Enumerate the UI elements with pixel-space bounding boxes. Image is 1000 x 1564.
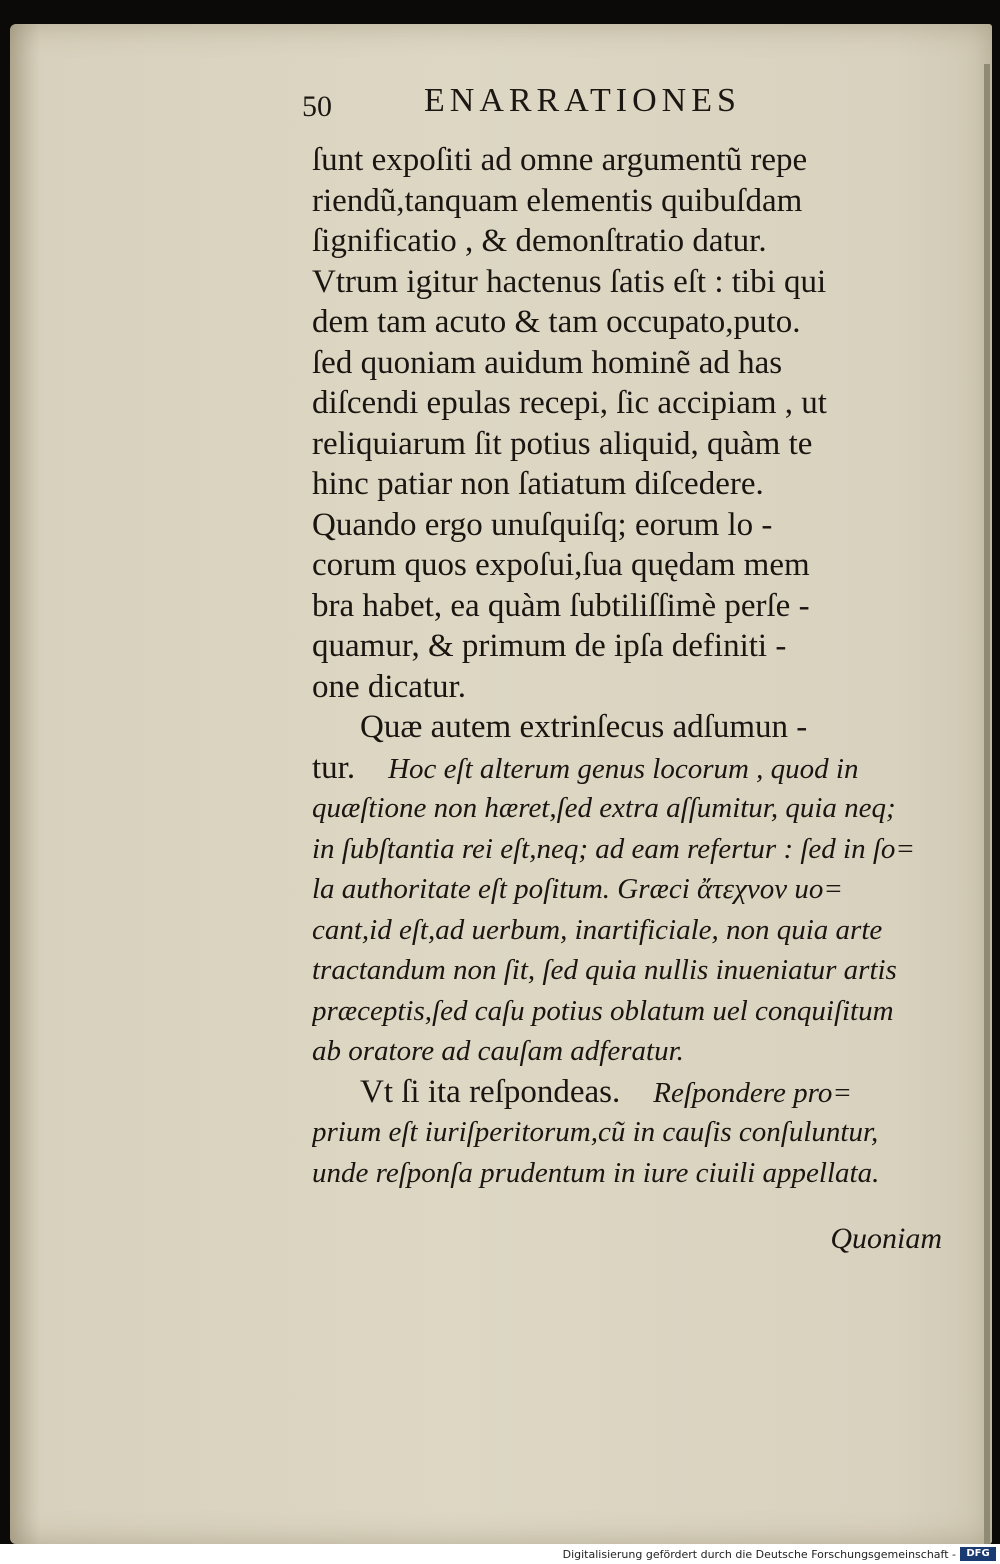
text-line: ſunt expoſiti ad omne argumentũ repe <box>312 142 808 178</box>
running-head: ENARRATIONES <box>424 82 741 119</box>
catchword: Quoniam <box>830 1222 942 1255</box>
commentary-line: prium eſt iuriſperitorum,cũ in cauſis conſuluntur, <box>312 1116 879 1148</box>
text-line: one dicatur. <box>312 668 466 705</box>
lemma-text: Vt ſi ita reſpondeas. <box>360 1073 621 1110</box>
commentary-line: cant,id eſt,ad uerbum, inartificiale, non quia arte <box>312 913 883 946</box>
main-text <box>312 140 942 1193</box>
text-line: ſed quoniam auidum hominẽ ad has <box>312 344 783 381</box>
lemma-end: tur. <box>312 749 356 786</box>
commentary-text: Hoc eſt alterum genus locorum , quod in <box>388 752 859 785</box>
text-line: riendũ,tanquam elementis quibuſdam <box>312 182 803 219</box>
commentary-line: tractandum non ſit, ſed quia nullis inueniatur artis <box>312 954 897 986</box>
text-line: Quando ergo unuſquiſq; eorum lo - <box>312 506 773 543</box>
text-line: hinc patiar non ſatiatum diſcedere. <box>312 466 764 502</box>
commentary-line: præceptis,ſed caſu potius oblatum uel conquiſitum <box>312 994 894 1027</box>
text-line: ſignificatio , & demonſtratio datur. <box>312 223 767 259</box>
text-line: dem tam acuto & tam occupato,puto. <box>312 304 801 340</box>
commentary-line: in ſubſtantia rei eſt,neq; ad eam refertur : ſed in ſo= <box>312 832 915 865</box>
page-edge <box>984 64 990 1544</box>
commentary-line: quæſtione non hæret,ſed extra aſſumitur, quia neq; <box>312 792 896 824</box>
funding-credit: Digitalisierung gefördert durch die Deutsche Forschungsgemeinschaft - <box>562 1548 956 1561</box>
commentary-line: ab oratore ad cauſam adferatur. <box>312 1035 684 1067</box>
text-line: quamur, & primum de ipſa definiti - <box>312 628 787 664</box>
text-line: Vtrum igitur hactenus ſatis eſt : tibi qui <box>312 263 827 300</box>
text-line: corum quos expoſui,ſua quędam mem <box>312 547 810 583</box>
text-line: diſcendi epulas recepi, ſic accipiam , ut <box>312 385 827 421</box>
lemma-continuation <box>312 748 942 789</box>
commentary-text: Reſpondere pro= <box>653 1076 852 1109</box>
footer-bar <box>0 1544 1000 1564</box>
commentary-line: unde reſponſa prudentum in iure ciuili appellata. <box>312 1156 880 1189</box>
text-line: bra habet, ea quàm ſubtiliſſimè perſe - <box>312 587 810 624</box>
dfg-logo: DFG <box>960 1547 996 1561</box>
lemma-line <box>312 1072 942 1113</box>
lemma-line: Quæ autem extrinſecus adſumun - <box>360 709 808 745</box>
page-number: 50 <box>302 90 332 123</box>
commentary-line: la authoritate eſt poſitum. Græci ἄτεχνον uo= <box>312 873 843 905</box>
text-line: reliquiarum ſit potius aliquid, quàm te <box>312 425 813 462</box>
